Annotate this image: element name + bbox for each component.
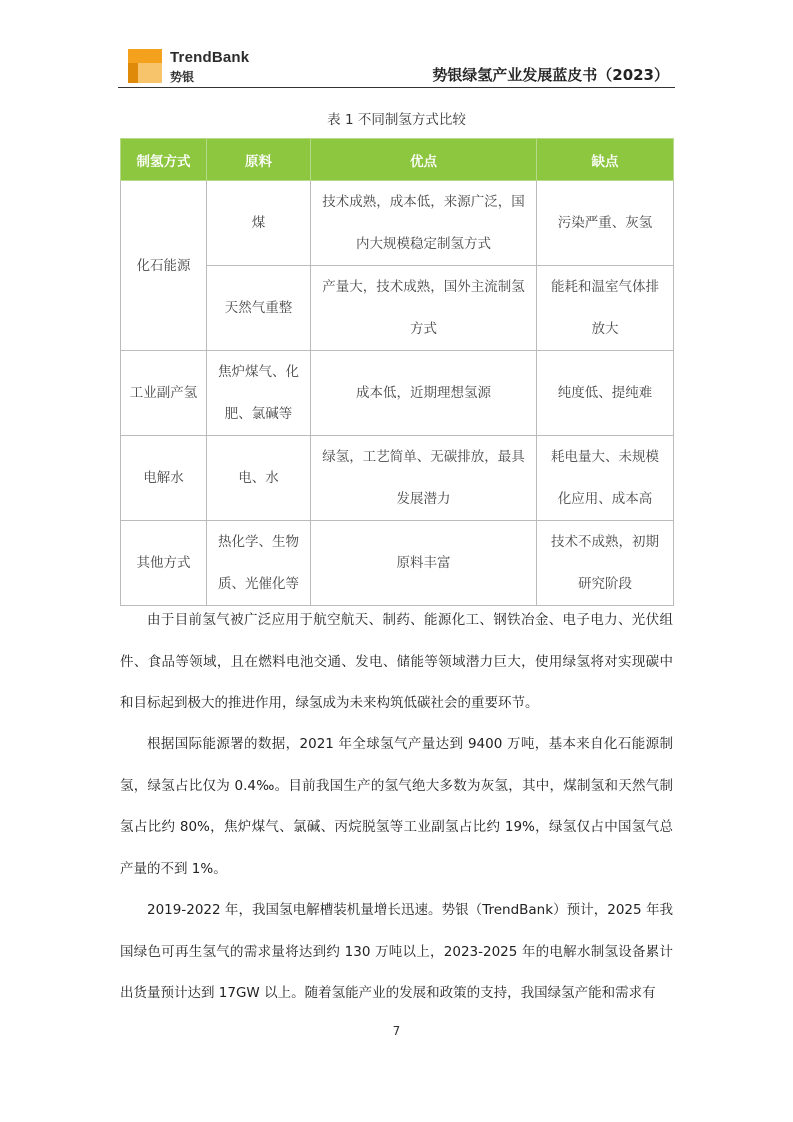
material-cell: 电、水: [207, 436, 311, 521]
method-cell: 工业副产氢: [121, 351, 207, 436]
comparison-table: [120, 138, 674, 606]
cons-cell: 污染严重、灰氢: [537, 181, 674, 266]
header-cons: 缺点: [537, 139, 674, 181]
table-row: [121, 181, 674, 266]
material-cell: 天然气重整: [207, 266, 311, 351]
pros-cell: 成本低，近期理想氢源: [311, 351, 537, 436]
body-paragraph-3: 2019-2022 年，我国氢电解槽装机量增长迅速。势银（TrendBank）预计，2025 年我国绿色可再生氢气的需求量将达到约 130 万吨以上，2023-2025 年的电解水制氢设备累计出货量预计达到 17GW 以上。随着氢能产业的发展和政策的支持，我国绿氢产能和需求有: [120, 902, 673, 1001]
table-row: [121, 521, 674, 606]
pros-cell: 技术成熟，成本低，来源广泛，国内大规模稳定制氢方式: [311, 181, 537, 266]
table-caption: 表 1 不同制氢方式比较: [327, 112, 466, 128]
pros-cell: 产量大，技术成熟，国外主流制氢方式: [311, 266, 537, 351]
logo-text-cn: 势银: [170, 70, 195, 84]
page-header: [118, 44, 675, 88]
header-material: 原料: [207, 139, 311, 181]
table-row: [121, 436, 674, 521]
material-cell: 煤: [207, 181, 311, 266]
method-cell: 电解水: [121, 436, 207, 521]
cons-cell: 技术不成熟，初期研究阶段: [537, 521, 674, 606]
pros-cell: 绿氢，工艺简单、无碳排放，最具发展潜力: [311, 436, 537, 521]
cons-cell: 耗电量大、未规模化应用、成本高: [537, 436, 674, 521]
body-paragraph-1: 由于目前氢气被广泛应用于航空航天、制药、能源化工、钢铁冶金、电子电力、光伏组件、食品等领域，且在燃料电池交通、发电、储能等领域潜力巨大，使用绿氢将对实现碳中和目标起到极大的推进作用，绿氢成为未来构筑低碳社会的重要环节。: [120, 612, 673, 711]
table-row: [121, 351, 674, 436]
page-number: 7: [392, 1024, 401, 1038]
logo-text-en: TrendBank: [170, 49, 250, 66]
logo-mark-icon: [128, 49, 162, 83]
material-cell: 焦炉煤气、化肥、氯碱等: [207, 351, 311, 436]
material-cell: 热化学、生物质、光催化等: [207, 521, 311, 606]
header-pros: 优点: [311, 139, 537, 181]
table-header-row: [121, 139, 674, 181]
cons-cell: 能耗和温室气体排放大: [537, 266, 674, 351]
cons-cell: 纯度低、提纯难: [537, 351, 674, 436]
method-cell: 化石能源: [121, 181, 207, 351]
method-cell: 其他方式: [121, 521, 207, 606]
body-paragraph-2: 根据国际能源署的数据，2021 年全球氢气产量达到 9400 万吨，基本来自化石能源制氢，绿氢占比仅为 0.4‰。目前我国生产的氢气绝大多数为灰氢，其中，煤制氢和天然气制氢占比约 80%，焦炉煤气、氯碱、丙烷脱氢等工业副氢占比约 19%，绿氢仅占中国氢气总产量的不到 1%。: [120, 736, 673, 877]
pros-cell: 原料丰富: [311, 521, 537, 606]
document-title: 势银绿氢产业发展蓝皮书（2023）: [432, 66, 669, 84]
header-method: 制氢方式: [121, 139, 207, 181]
trendbank-logo: [128, 49, 278, 87]
